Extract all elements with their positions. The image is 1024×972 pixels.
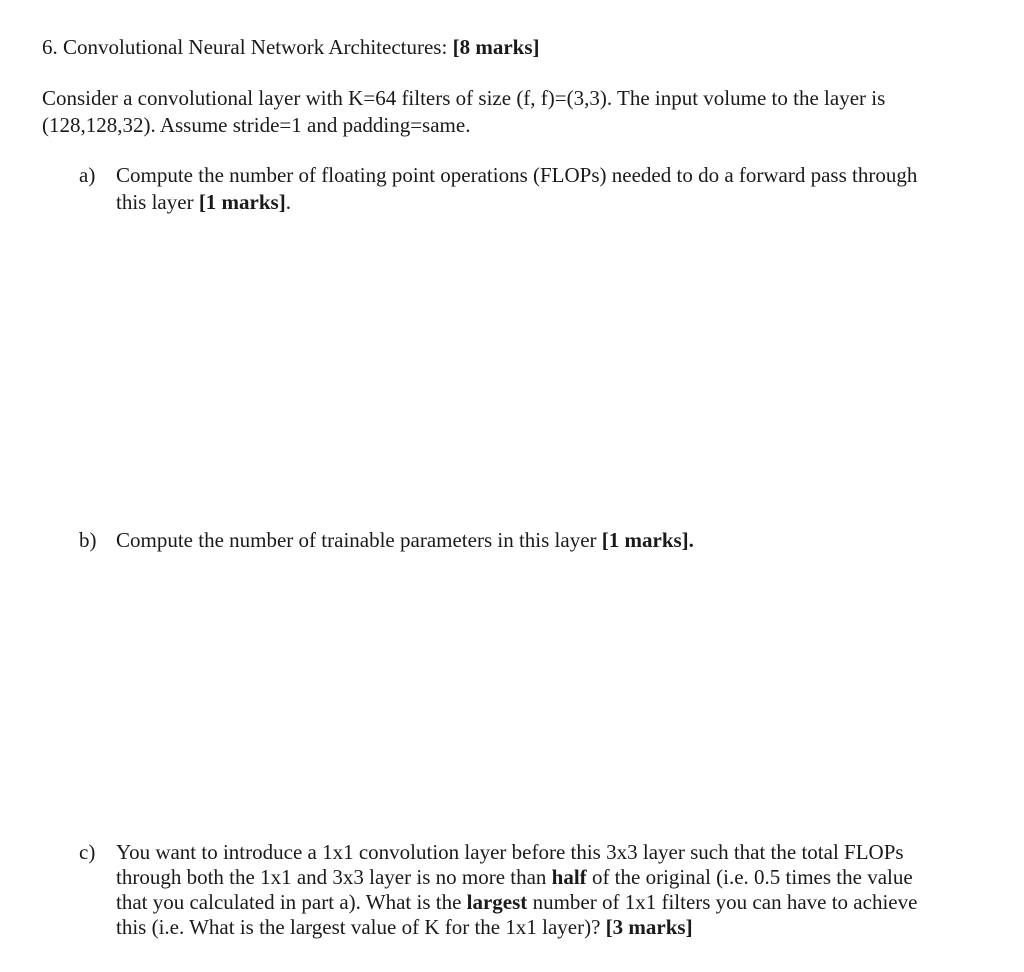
part-a-answer-space[interactable]	[116, 220, 986, 510]
part-c-line-2	[116, 864, 913, 890]
part-c-line-2-pre: through both the 1x1 and 3x3 layer is no more than	[116, 865, 552, 889]
part-c-line-1: You want to introduce a 1x1 convolution layer before this 3x3 layer such that the total FLOPs	[116, 840, 904, 864]
part-c-half: half	[551, 865, 587, 889]
part-c-line-3	[116, 889, 917, 915]
part-b-label: b)	[79, 528, 97, 552]
part-a-label: a)	[79, 163, 96, 187]
intro-line-1: Consider a convolutional layer with K=64 filters of size (f, f)=(3,3). The input volume to the layer is	[42, 86, 886, 110]
question-heading	[42, 34, 539, 60]
part-a-line-1: Compute the number of floating point operations (FLOPs) needed to do a forward pass through	[116, 163, 918, 187]
part-c-label: c)	[79, 840, 96, 864]
part-b-line-1	[116, 527, 694, 553]
part-a-period: .	[285, 190, 291, 214]
part-c-line-2-post: of the original (i.e. 0.5 times the value	[586, 865, 913, 889]
part-c-line-3-pre: that you calculated in part a). What is the	[116, 890, 467, 914]
intro-line-2: (128,128,32). Assume stride=1 and padding=same.	[42, 113, 471, 137]
part-b-marks: [1 marks].	[601, 528, 694, 552]
part-b-answer-space[interactable]	[116, 560, 986, 825]
part-c-line-3-post: number of 1x1 filters you can have to achieve	[527, 890, 918, 914]
part-a-line-2-text: this layer	[116, 190, 199, 214]
part-c-marks: [3 marks]	[605, 915, 693, 939]
part-a-line-2	[116, 189, 291, 215]
question-title: 6. Convolutional Neural Network Architectures:	[42, 35, 453, 59]
part-c-line-4	[116, 914, 693, 940]
part-b-text: Compute the number of trainable parameters in this layer	[116, 528, 602, 552]
part-a-marks: [1 marks]	[198, 190, 286, 214]
question-marks: [8 marks]	[452, 35, 540, 59]
part-c-line-4-pre: this (i.e. What is the largest value of K for the 1x1 layer)?	[116, 915, 606, 939]
part-c-largest: largest	[466, 890, 528, 914]
